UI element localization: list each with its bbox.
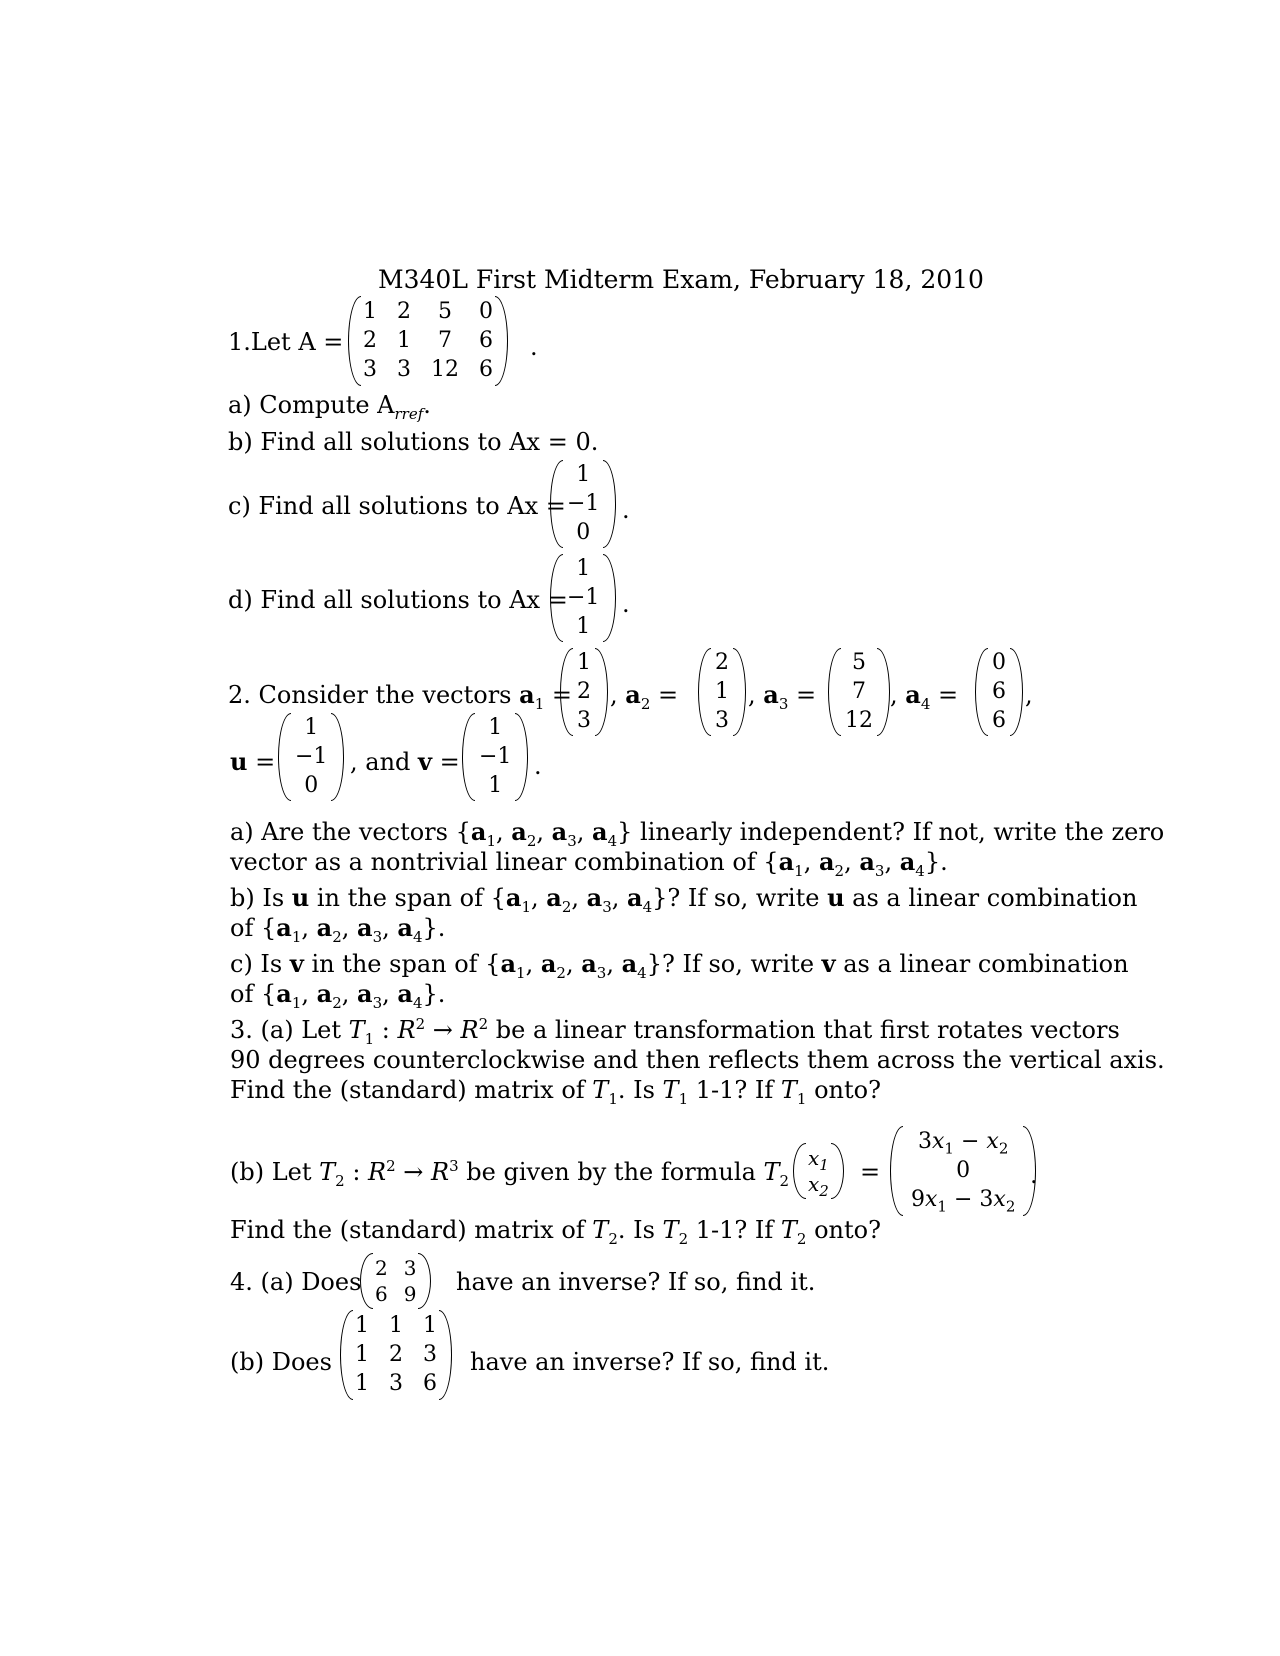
vector-u (278, 713, 344, 801)
q4-part-b-prefix: (b) Does (230, 1348, 332, 1376)
matrix-4b-cell: 1 (355, 1341, 369, 1367)
matrix-4b-cell: 1 (423, 1312, 437, 1338)
q1-intro: 1.Let A = (228, 328, 344, 356)
vector-a3-entry: 5 (852, 650, 866, 676)
vector-u-entry: 1 (304, 715, 319, 741)
q3-part-a-end: Find the (standard) matrix of $T_1$. Is $T_1$ 1-1? If $T_1$ onto? (230, 1076, 881, 1108)
vector-v-entry: 1 (488, 772, 503, 798)
q1-part-c: c) Find all solutions to Ax = (228, 492, 566, 520)
vector-d-entry: 1 (576, 613, 591, 639)
vector-a1-entry: 1 (577, 650, 591, 676)
vector-a2 (698, 648, 746, 736)
q3-part-a-cont: 90 degrees counterclockwise and then reflects them across the vertical axis. (230, 1046, 1165, 1074)
vector-d (550, 554, 616, 642)
q2-part-a-cont: vector as a nontrivial linear combination of {$a_1$, $a_2$, $a_3$, $a_4$}. (230, 847, 948, 880)
matrix-A-cell: 6 (479, 357, 493, 383)
matrix-A-cell: 6 (479, 327, 493, 353)
matrix-A-cell: 3 (363, 357, 377, 383)
vector-c-entry: 0 (576, 519, 591, 545)
vector-set: {$a_1$, $a_2$, $a_3$, $a_4$} (260, 913, 438, 946)
q4-part-b-suffix: have an inverse? If so, find it. (470, 1348, 830, 1376)
vector-c (550, 460, 616, 548)
q1-part-a: a) Compute $A_{rref}$. (228, 391, 431, 423)
vector-a1-entry: 2 (577, 678, 591, 704)
vector-u-entry: 0 (304, 772, 319, 798)
vector-c-entry: −1 (567, 490, 600, 516)
vector-set: {$a_1$, $a_2$, $a_3$, $a_4$} (260, 979, 438, 1012)
matrix-4a-cell: 6 (375, 1282, 388, 1306)
vector-set: {$a_1$, $a_2$, $a_3$, $a_4$} (763, 847, 941, 880)
vector-set: {$a_1$, $a_2$, $a_3$, $a_4$} (490, 883, 668, 916)
vector-a3-entry: 7 (852, 678, 866, 704)
matrix-4a-cell: 9 (403, 1282, 417, 1306)
u-label: u = (230, 747, 276, 776)
q4-part-a-prefix: 4. (a) Does (230, 1268, 362, 1296)
matrix-A-cell: 12 (431, 357, 459, 383)
q2-part-b: b) Is u in the span of {$a_1$, $a_2$, $a_3$, $a_4$}? If so, write u as a linear combination (230, 883, 1138, 916)
matrix-A-cell: 2 (363, 327, 377, 353)
matrix-A-cell: 7 (438, 327, 452, 353)
vector-a4-entry: 6 (992, 707, 1006, 733)
q1-part-d: d) Find all solutions to Ax = (228, 586, 568, 614)
matrix-4b-cell: 1 (389, 1312, 403, 1338)
q2-intro: 2. Consider the vectors $a_1$ = (228, 680, 572, 713)
vector-v-entry: 1 (488, 715, 503, 741)
q1-part-b: b) Find all solutions to Ax = 0. (228, 428, 599, 456)
matrix-4b-cell: 1 (355, 1312, 369, 1338)
vector-a2-entry: 3 (715, 707, 729, 733)
matrix-A-cell: 1 (397, 327, 411, 353)
vector-a3 (828, 648, 890, 736)
matrix-4b (340, 1310, 452, 1400)
q2-part-b-cont: of {$a_1$, $a_2$, $a_3$, $a_4$}. (230, 913, 446, 946)
vector-a4 (975, 648, 1023, 736)
vector-v-entry: −1 (479, 743, 512, 769)
vector-a2-entry: 2 (715, 650, 729, 676)
matrix-4b-cell: 3 (423, 1341, 437, 1367)
vector-u-entry: −1 (295, 743, 328, 769)
vector-v (462, 713, 528, 801)
matrix-A-cell: 3 (397, 357, 411, 383)
page-title: M340L First Midterm Exam, February 18, 2010 (378, 265, 984, 294)
vector-d-entry: 1 (576, 556, 591, 582)
exam-page: M340L First Midterm Exam, February 18, 2010 1.Let A = 1 2 5 0 2 1 7 6 3 3 12 6 . a) Compute $A_{rref}$. b) Find all solutions to Ax = 0. c) Find all solutions to Ax = 1 −1 0 . d) Find all solutions to Ax = 1 −1 1 . 2. Consider the vectors $a_1$ = 1 2 3 , $a_2$ = 2 1 3 , $a_3$ = 5 7 12 , $a_4$ = 0 6 6 , u = 1 −1 0 , and v = 1 −1 1 . a) Are the vectors {$a_1$, $a_2$, $a_3$, $a_4$} linearly independent? If not, write the zero vector as a nontrivial linear combination of {$a_1$, $a_2$, $a_3$, $a_4$}. b) Is u in the span of {$a_1$, $a_2$, $a_3$, $a_4$}? If so, write u as a linear combination of {$a_1$, $a_2$, $a_3$, $a_4$}. c) Is v in the span of {$a_1$, $a_2$, $a_3$, $a_4$}? If so, write v as a linear combination of {$a_1$, $a_2$, $a_3$, $a_4$}. 3. (a) Let $T_1$ : $R^2 \to R^2$ be a linear transformation that first rotates vectors 90 degrees counterclockwise and then reflects them across the vertical axis. Find the (standard) matrix of $T_1$. Is $T_1$ 1-1? If $T_1$ onto? (b) Let $T_2$ : $R^2 \to R^3$ be given by the formula $T_2$ $x_1$ $x_2$ = $3x_1 - x_2$ 0 $9x_1 - 3x_2$ . Find the (standard) matrix of $T_2$. Is $T_2$ 1-1? If $T_2$ onto? 4. (a) Does 2 3 6 9 have an inverse? If so, find it. (b) Does 1 1 1 1 2 3 1 3 6 have an inverse? If so, find it. (0, 0, 1280, 1656)
matrix-A-cell: 1 (363, 298, 377, 324)
q2-part-a: a) Are the vectors {$a_1$, $a_2$, $a_3$, $a_4$} linearly independent? If not, write the zero (230, 817, 1165, 850)
vector-a1 (560, 648, 608, 736)
q3-part-a: 3. (a) Let $T_1$ : $R^2 \to R^2$ be a linear transformation that first rotates vectors (230, 1015, 1120, 1048)
matrix-A-cell: 5 (438, 298, 452, 324)
q4-part-a-suffix: have an inverse? If so, find it. (456, 1268, 816, 1296)
vector-a1-entry: 3 (577, 707, 591, 733)
matrix-4b-cell: 3 (389, 1371, 403, 1397)
matrix-A-cell: 0 (479, 298, 493, 324)
vector-T2-output: $3x_1 - x_2$ 0 $9x_1 - 3x_2$ (890, 1126, 1036, 1216)
matrix-4b-cell: 6 (423, 1371, 437, 1397)
matrix-4a-cell: 2 (375, 1256, 388, 1280)
matrix-4a (360, 1253, 431, 1309)
vector-x: $x_1$ $x_2$ (793, 1143, 844, 1199)
q2-part-c: c) Is v in the span of {$a_1$, $a_2$, $a_3$, $a_4$}? If so, write v as a linear combination (230, 949, 1129, 982)
vector-c-entry: 1 (576, 462, 591, 488)
vector-d-entry: −1 (567, 584, 600, 610)
vector-a4-entry: 0 (992, 650, 1006, 676)
matrix-A (348, 296, 508, 386)
matrix-A-cell: 2 (397, 298, 411, 324)
matrix-4a-cell: 3 (403, 1256, 417, 1280)
q3-part-b: (b) Let $T_2$ : $R^2 \to R^3$ be given by the formula $T_2$ (230, 1157, 790, 1190)
q3-part-b-cont: Find the (standard) matrix of $T_2$. Is $T_2$ 1-1? If $T_2$ onto? (230, 1216, 881, 1248)
vector-a4-entry: 6 (992, 678, 1006, 704)
v-label: , and v = (350, 747, 460, 776)
vector-set: {$a_1$, $a_2$, $a_3$, $a_4$} (455, 817, 633, 850)
q2-part-c-cont: of {$a_1$, $a_2$, $a_3$, $a_4$}. (230, 979, 446, 1012)
matrix-4b-cell: 1 (355, 1371, 369, 1397)
vector-a3-entry: 12 (845, 707, 873, 733)
vector-a2-entry: 1 (715, 678, 729, 704)
vector-set: {$a_1$, $a_2$, $a_3$, $a_4$} (485, 949, 662, 982)
matrix-4b-cell: 2 (389, 1341, 403, 1367)
